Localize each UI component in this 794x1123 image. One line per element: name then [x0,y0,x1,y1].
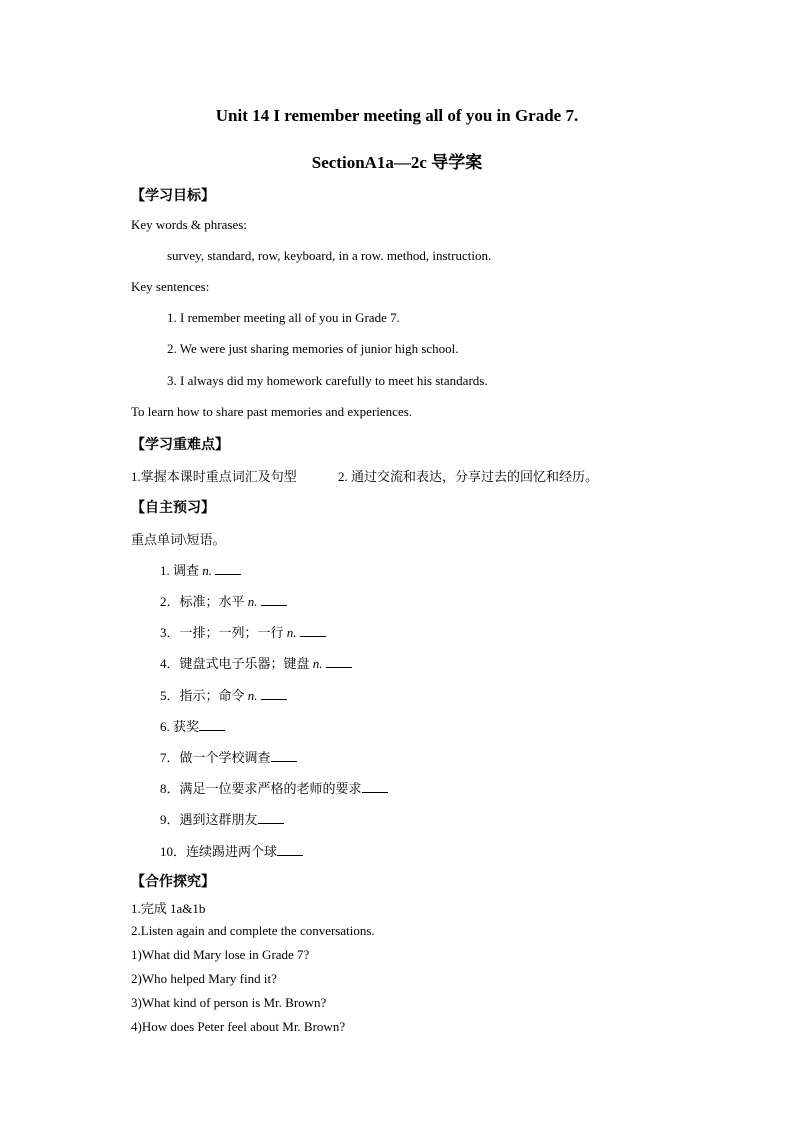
preview-item-text: 5．指示；命令 [160,688,245,703]
preview-item [160,560,241,579]
key-sentences-label: Key sentences: [131,279,210,294]
preview-item-text: 3．一排；一列；一行 [160,625,284,640]
coop-question: 4)How does Peter feel about Mr. Brown? [131,1019,346,1034]
preview-item [160,685,287,704]
key-sentence-3: 3. I always did my homework carefully to meet his standards. [167,373,488,388]
answer-blank[interactable] [261,687,287,700]
preview-item [160,591,287,610]
coop-line: 2.Listen again and complete the conversations. [131,923,375,938]
answer-blank[interactable] [300,624,326,637]
key-words-list: survey, standard, row, keyboard, in a row. method, instruction. [167,248,492,263]
answer-blank[interactable] [215,562,241,575]
preview-item [160,747,297,766]
preview-item-text: 9．遇到这群朋友 [160,812,258,827]
coop-heading: 【合作探究】 [131,875,215,890]
answer-blank[interactable] [271,749,297,762]
preview-item [160,809,284,828]
key-words-label: Key words & phrases: [131,217,247,232]
doc-title: Unit 14 I remember meeting all of you in Grade 7. [215,106,579,125]
preview-item [160,716,225,735]
preview-item-text: 4．键盘式电子乐器；键盘 [160,656,310,671]
coop-question: 3)What kind of person is Mr. Brown? [131,995,327,1010]
preview-item-text: 1. 调查 [160,563,200,578]
preview-item-text: 10．连续踢进两个球 [160,844,278,859]
part-of-speech: n. [312,656,323,671]
coop-question: 2)Who helped Mary find it? [131,971,277,986]
key-sentence-1: 1. I remember meeting all of you in Grade 7. [167,310,400,325]
preview-item-text: 6. 获奖 [160,719,200,734]
coop-question: 1)What did Mary lose in Grade 7? [131,947,310,962]
preview-intro: 重点单词\短语。 [131,532,226,547]
key-point-1: 1.掌握本课时重点词汇及句型 [131,469,297,484]
part-of-speech: n. [202,563,213,578]
preview-item [160,778,388,797]
preview-item-text: 8．满足一位要求严格的老师的要求 [160,781,362,796]
preview-item-text: 7．做一个学校调查 [160,750,271,765]
key-point-2: 2. 通过交流和表达，分享过去的回忆和经历。 [338,469,599,484]
coop-line: 1.完成 1a&1b [131,901,206,916]
part-of-speech: n. [247,594,258,609]
preview-item-text: 2．标准；水平 [160,594,245,609]
answer-blank[interactable] [199,718,225,731]
preview-item [160,622,326,641]
goals-heading: 【学习目标】 [131,189,215,204]
preview-item [160,653,352,672]
answer-blank[interactable] [258,811,284,824]
answer-blank[interactable] [277,843,303,856]
doc-subtitle: SectionA1a—2c 导学案 [311,153,483,172]
preview-heading: 【自主预习】 [131,501,215,516]
answer-blank[interactable] [326,655,352,668]
preview-item [160,841,303,860]
part-of-speech: n. [247,688,258,703]
key-points-heading: 【学习重难点】 [131,438,229,453]
part-of-speech: n. [286,625,297,640]
answer-blank[interactable] [261,593,287,606]
key-sentence-2: 2. We were just sharing memories of junior high school. [167,341,459,356]
learning-aim: To learn how to share past memories and experiences. [131,404,413,419]
answer-blank[interactable] [362,780,388,793]
